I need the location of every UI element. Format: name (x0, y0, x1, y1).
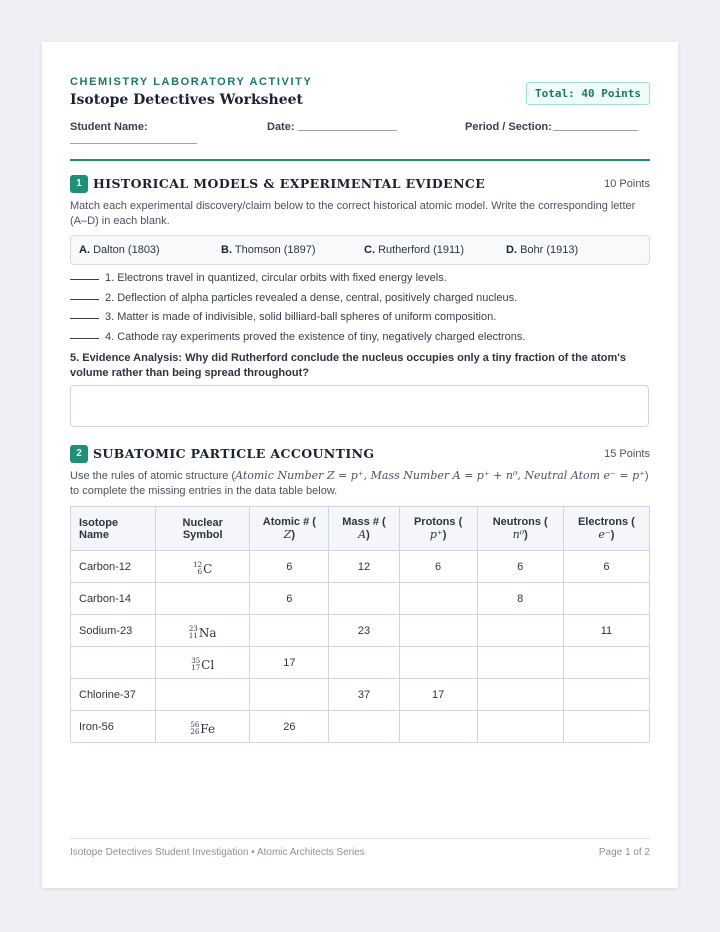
particle-data-table (70, 506, 650, 743)
cell-protons[interactable] (399, 647, 477, 679)
section-1-header (70, 175, 650, 193)
section-2-title: SUBATOMIC PARTICLE ACCOUNTING (93, 446, 375, 461)
student-name-label: Student Name: (70, 121, 148, 133)
model-option-a: A. Dalton (1803) (79, 244, 160, 256)
period-section-field[interactable] (553, 130, 638, 131)
section-1-instructions: Match each experimental discovery/claim below to the correct historical atomic model. Write the corresponding letter (A–D) in each blank. (70, 200, 636, 227)
date-label: Date: (267, 121, 295, 133)
cell-isotope-name[interactable]: Carbon-12 (71, 551, 156, 583)
footer-series-label: Isotope Detectives Student Investigation • Atomic Architects Series (70, 847, 365, 858)
cell-neutrons[interactable] (477, 679, 563, 711)
cell-nuclear-symbol[interactable] (156, 679, 250, 711)
cell-nuclear-symbol[interactable]: 35 17 Cl (156, 647, 250, 679)
cell-nuclear-symbol[interactable]: 12 6 C (156, 551, 250, 583)
cell-neutrons[interactable] (477, 711, 563, 743)
answer-blank-2[interactable] (70, 299, 99, 300)
cell-electrons[interactable] (563, 679, 649, 711)
section-2-points: 15 Points (604, 448, 650, 460)
model-option-d: D. Bohr (1913) (506, 244, 579, 256)
col-header-electrons: Electrons ( e⁻) (563, 507, 649, 551)
table-row-chlorine-35 (71, 647, 650, 679)
model-option-c: C. Rutherford (1911) (364, 244, 465, 256)
section-2-header (70, 445, 650, 463)
cell-electrons[interactable]: 11 (563, 615, 649, 647)
cell-isotope-name[interactable]: Iron-56 (71, 711, 156, 743)
cell-atomic-number[interactable] (250, 679, 329, 711)
table-row-carbon-14 (71, 583, 650, 615)
cell-atomic-number[interactable] (250, 615, 329, 647)
match-item-1 (70, 270, 650, 286)
cell-neutrons[interactable] (477, 647, 563, 679)
cell-nuclear-symbol[interactable]: 56 26 Fe (156, 711, 250, 743)
table-header-row (71, 507, 650, 551)
cell-mass-number[interactable] (329, 711, 399, 743)
section-1-number-badge: 1 (70, 175, 88, 193)
model-option-b: B. Thomson (1897) (221, 244, 316, 256)
cell-nuclear-symbol[interactable] (156, 583, 250, 615)
table-row-sodium-23 (71, 615, 650, 647)
col-header-atomic-number: Atomic # ( Z) (250, 507, 329, 551)
answer-blank-1[interactable] (70, 279, 99, 280)
section-1-points: 10 Points (604, 178, 650, 190)
match-statement-2: 2. Deflection of alpha particles revealed a dense, central, positively charged nucleus. (105, 292, 518, 304)
col-header-mass-number: Mass # ( A) (329, 507, 399, 551)
cell-electrons[interactable] (563, 711, 649, 743)
worksheet-title: Isotope Detectives Worksheet (70, 92, 304, 108)
student-name-field[interactable] (70, 143, 197, 144)
cell-neutrons[interactable] (477, 615, 563, 647)
section-2-number-badge: 2 (70, 445, 88, 463)
cell-isotope-name[interactable]: Sodium-23 (71, 615, 156, 647)
evidence-analysis-answer-box[interactable] (70, 385, 649, 427)
cell-mass-number[interactable] (329, 647, 399, 679)
col-header-neutrons: Neutrons ( n⁰) (477, 507, 563, 551)
cell-mass-number[interactable]: 23 (329, 615, 399, 647)
cell-isotope-name[interactable]: Carbon-14 (71, 583, 156, 615)
match-item-4 (70, 329, 650, 345)
cell-atomic-number[interactable]: 6 (250, 551, 329, 583)
cell-electrons[interactable]: 6 (563, 551, 649, 583)
cell-protons[interactable] (399, 583, 477, 615)
table-row-iron-56 (71, 711, 650, 743)
atomic-models-key (70, 235, 650, 265)
match-item-2 (70, 290, 650, 306)
cell-protons[interactable]: 6 (399, 551, 477, 583)
section-1-title: HISTORICAL MODELS & EXPERIMENTAL EVIDENCE (93, 176, 486, 191)
footer-divider (70, 838, 650, 839)
cell-atomic-number[interactable]: 26 (250, 711, 329, 743)
cell-mass-number[interactable]: 12 (329, 551, 399, 583)
answer-blank-3[interactable] (70, 318, 99, 319)
cell-mass-number[interactable]: 37 (329, 679, 399, 711)
activity-kicker: CHEMISTRY LABORATORY ACTIVITY (70, 76, 313, 88)
section-2-instructions: Use the rules of atomic structure (Atomic Number Z = p⁺, Mass Number A = p⁺ + n⁰, Neutral Atom e⁻ = p⁺) to complete the missing entries in the data table below. (70, 469, 649, 497)
cell-atomic-number[interactable]: 17 (250, 647, 329, 679)
match-item-3 (70, 309, 650, 325)
footer-page-number: Page 1 of 2 (598, 847, 650, 858)
col-header-nuclear-symbol: Nuclear Symbol (156, 507, 250, 551)
cell-protons[interactable] (399, 615, 477, 647)
date-field[interactable] (298, 130, 397, 131)
cell-atomic-number[interactable]: 6 (250, 583, 329, 615)
col-header-isotope-name: Isotope Name (71, 507, 156, 551)
col-header-protons: Protons ( p⁺) (399, 507, 477, 551)
table-row-carbon-12 (71, 551, 650, 583)
total-points-badge: Total: 40 Points (526, 82, 650, 105)
worksheet-page (42, 42, 678, 888)
evidence-analysis-question: 5. Evidence Analysis: Why did Rutherford conclude the nucleus occupies only a tiny fraction of the atom's volume rather than being spread throughout? (70, 352, 626, 379)
match-statement-3: 3. Matter is made of indivisible, solid billiard-ball spheres of uniform composition. (105, 311, 497, 323)
cell-protons[interactable] (399, 711, 477, 743)
match-statement-4: 4. Cathode ray experiments proved the existence of tiny, negatively charged electrons. (105, 331, 526, 343)
header-divider (70, 159, 650, 161)
atomic-structure-rules: Atomic Number Z = p⁺, Mass Number A = p⁺ + n⁰, Neutral Atom e⁻ = p⁺ (235, 469, 645, 482)
cell-mass-number[interactable] (329, 583, 399, 615)
match-statement-1: 1. Electrons travel in quantized, circular orbits with fixed energy levels. (105, 272, 447, 284)
answer-blank-4[interactable] (70, 338, 99, 339)
cell-electrons[interactable] (563, 647, 649, 679)
cell-isotope-name[interactable]: Chlorine-37 (71, 679, 156, 711)
cell-neutrons[interactable]: 6 (477, 551, 563, 583)
cell-protons[interactable]: 17 (399, 679, 477, 711)
cell-nuclear-symbol[interactable]: 23 11 Na (156, 615, 250, 647)
period-section-label: Period / Section: (465, 121, 552, 133)
cell-neutrons[interactable]: 8 (477, 583, 563, 615)
cell-electrons[interactable] (563, 583, 649, 615)
table-row-chlorine-37 (71, 679, 650, 711)
cell-isotope-name[interactable] (71, 647, 156, 679)
